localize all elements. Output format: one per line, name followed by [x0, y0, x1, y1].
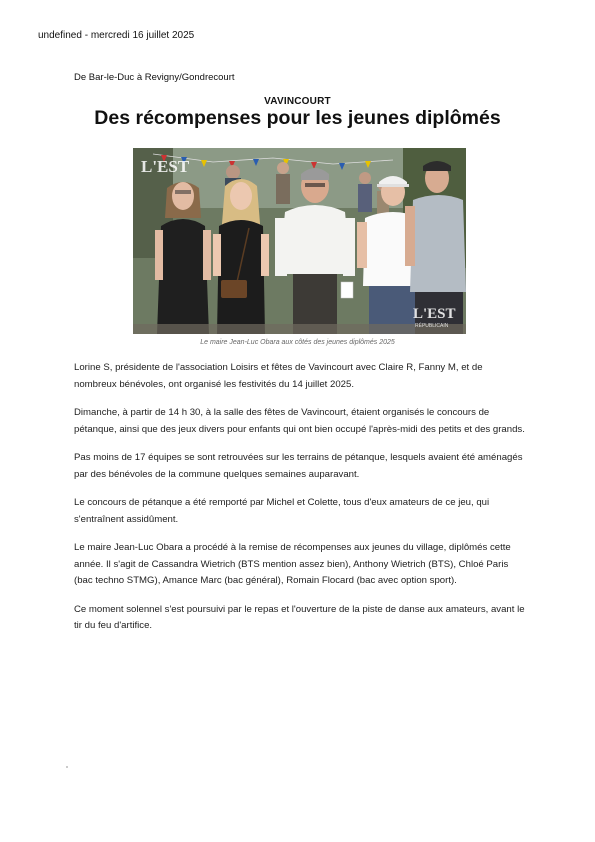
article-paragraph: Pas moins de 17 équipes se sont retrouvées sur les terrains de pétanque, lesquels avaient été aménagés par des bénévoles de la commune quelques semaines auparavant.	[74, 452, 523, 480]
print-header: undefined - mercredi 16 juillet 2025	[38, 30, 195, 41]
scan-speck	[66, 766, 68, 768]
article-paragraph: Le maire Jean-Luc Obara a procédé à la remise de récompenses aux jeunes du village, diplômés cette année. Il s'agit de Cassandra Wietrich (BTS mention assez bien), Anthony Wietrich (BTS), Chloé Paris (bac techno STMG), Amance Marc (bac général), Romain Flocard (bac avec option sport).	[74, 542, 511, 586]
article-paragraph: Dimanche, à partir de 14 h 30, à la salle des fêtes de Vavincourt, étaient organisés le concours de pétanque, ainsi que des jeux divers pour enfants qui ont bien occupé l'après-midi des petits et des grands.	[74, 407, 525, 435]
article-body	[74, 360, 526, 647]
article-paragraph: Ce moment solennel s'est poursuivi par le repas et l'ouverture de la piste de danse aux amateurs, avant le tir du feu d'artifice.	[74, 603, 525, 631]
article-headline: Des récompenses pour les jeunes diplômés	[94, 107, 501, 129]
article-paragraph: Lorine S, présidente de l'association Loisirs et fêtes de Vavincourt avec Claire R, Fanny M, et de nombreux bénévoles, ont organisé les festivités du 14 juillet 2025.	[74, 362, 483, 390]
photo-watermark-bottom: L'EST	[413, 306, 456, 322]
article-kicker: VAVINCOURT	[264, 96, 331, 107]
photo-watermark-bottom-sub: RÉPUBLICAIN	[415, 323, 449, 329]
article-paragraph: Le concours de pétanque a été remporté par Michel et Colette, tous d'eux amateurs de ce jeu, qui s'entraînent assidûment.	[74, 497, 490, 525]
article-photo	[133, 148, 466, 334]
photo-caption: Le maire Jean-Luc Obara aux côtés des jeunes diplômés 2025	[200, 339, 395, 346]
photo-watermark-top: L'EST	[141, 157, 190, 176]
section-label: De Bar-le-Duc à Revigny/Gondrecourt	[74, 72, 235, 83]
